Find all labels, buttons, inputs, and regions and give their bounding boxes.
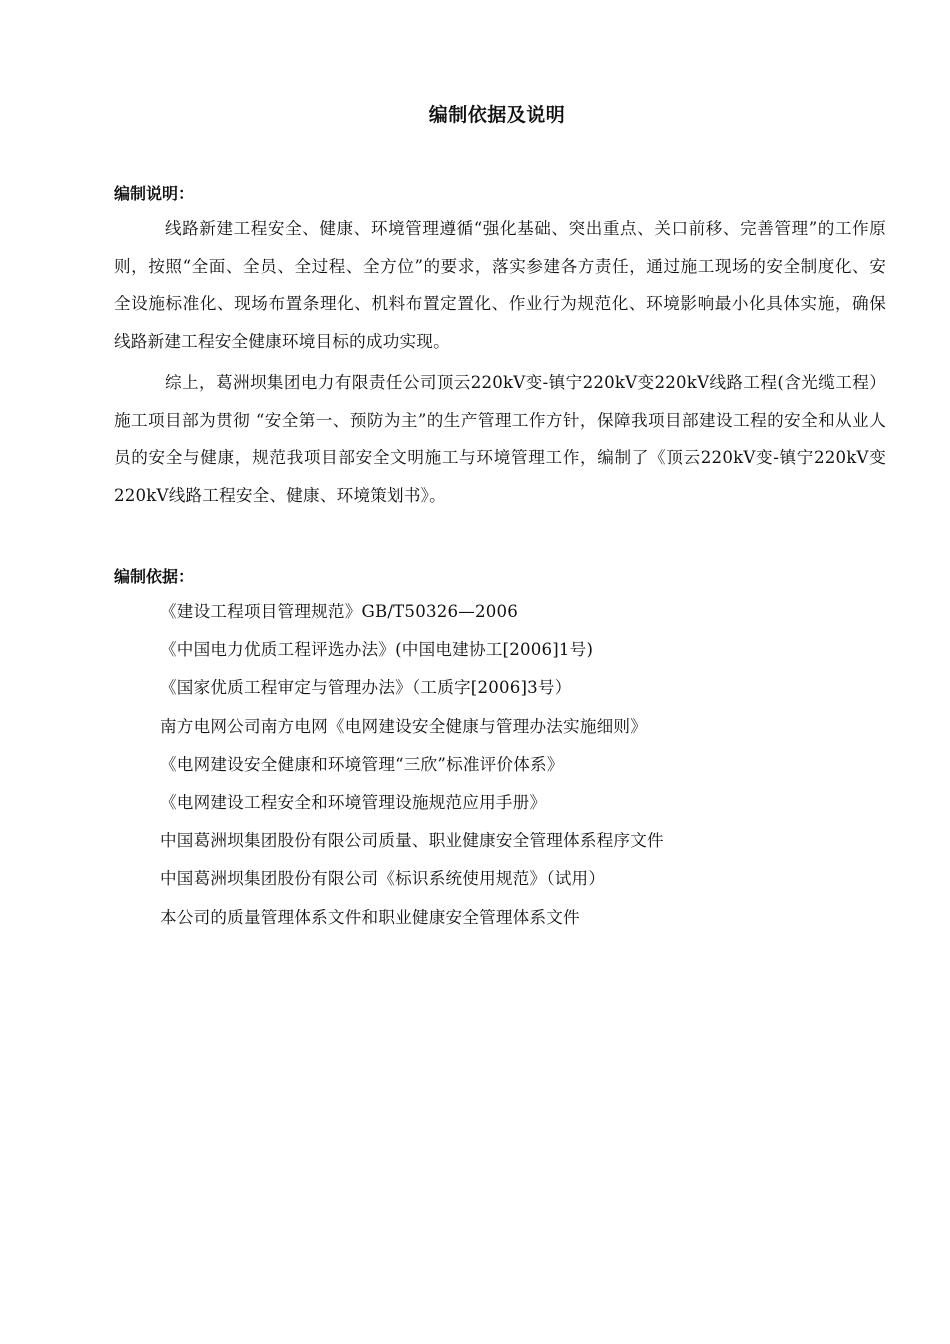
basis-list — [160, 593, 900, 937]
basis-item: 《中国电力优质工程评选办法》(中国电建协工[2006]1号) — [160, 640, 594, 660]
notes-paragraph-1: 线路新建工程安全、健康、环境管理遵循“强化基础、突出重点、关口前移、完善管理”的工作原则，按照“全面、全员、全过程、全方位”的要求，落实参建各方责任，通过施工现场的安全制度化、安全设施标准化、现场布置条理化、机料布置定置化、作业行为规范化、环境影响最小化具体实施，确保线路新建工程安全健康环境目标的成功实现。 — [114, 219, 886, 351]
basis-item: 《电网建设工程安全和环境管理设施规范应用手册》 — [160, 792, 547, 812]
basis-item: 中国葛洲坝集团股份有限公司《标识系统使用规范》（试用） — [160, 869, 606, 889]
basis-item: 《国家优质工程审定与管理办法》（工质字[2006]3号） — [160, 678, 572, 698]
page-title: 编制依据及说明 — [428, 104, 566, 126]
basis-item: 本公司的质量管理体系文件和职业健康安全管理体系文件 — [160, 907, 580, 927]
basis-item: 《电网建设安全健康和环境管理“三欣”标准评价体系》 — [160, 754, 564, 774]
notes-paragraph-2: 综上，葛洲坝集团电力有限责任公司顶云220kV变-镇宁220kV变220kV线路工程(含光缆工程）施工项目部为贯彻 “安全第一、预防为主”的生产管理工作方针，保障我项目部建设工程的安全和从业人员的安全与健康，规范我项目部安全文明施工与环境管理工作，编制了《顶云220kV变-镇宁220kV变220kV线路工程安全、健康、环境策划书》。 — [114, 373, 886, 505]
basis-heading: 编制依据： — [114, 567, 195, 586]
basis-item: 中国葛洲坝集团股份有限公司质量、职业健康安全管理体系程序文件 — [160, 831, 664, 851]
basis-item: 《建设工程项目管理规范》GB/T50326—2006 — [160, 602, 519, 621]
basis-item: 南方电网公司南方电网《电网建设安全健康与管理办法实施细则》 — [160, 716, 648, 736]
notes-heading: 编制说明： — [114, 184, 195, 203]
